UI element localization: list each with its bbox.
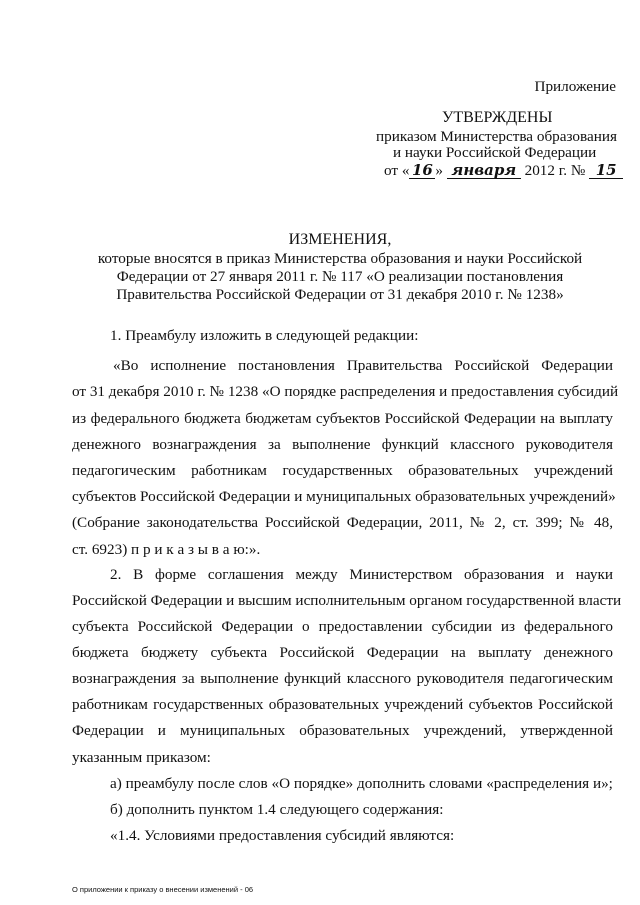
quote-line-1: «Во исполнение постановления Правительства Российской Федерации bbox=[113, 357, 613, 374]
title-line-3: Правительства Российской Федерации от 31 декабря 2010 г. № 1238» bbox=[116, 286, 564, 303]
paragraph-2-line-5: вознаграждения за выполнение функций классного руководителя педагогическим bbox=[72, 670, 613, 687]
quote-line-3: из федерального бюджета бюджетам субъектов Российской Федерации на выплату bbox=[72, 410, 613, 427]
paragraph-2-line-3: субъекта Российской Федерации о предоставлении субсидии из федерального bbox=[72, 618, 613, 635]
paragraph-2-line-4: бюджета бюджету субъекта Российской Федерации на выплату денежного bbox=[72, 644, 613, 661]
title-line-1: которые вносятся в приказ Министерства образования и науки Российской bbox=[97, 250, 583, 267]
date-year: 2012 г. № bbox=[524, 162, 586, 179]
quote-line-2: от 31 декабря 2010 г. № 1238 «О порядке распределения и предоставления субсидий bbox=[72, 383, 619, 400]
approved-heading: УТВЕРЖДЕНЫ bbox=[442, 109, 553, 126]
quote-line-8: ст. 6923) п р и к а з ы в а ю:». bbox=[72, 541, 261, 558]
paragraph-2-line-1: 2. В форме соглашения между Министерством образования и науки bbox=[110, 566, 613, 583]
quote-line-7: (Собрание законодательства Российской Федерации, 2011, № 2, ст. 399; № 48, bbox=[72, 514, 613, 531]
paragraph-2-line-2: Российской Федерации и высшим исполнительным органом государственной власти bbox=[72, 592, 622, 609]
date-quote: » bbox=[435, 162, 444, 179]
subitem-a: а) преамбулу после слов «О порядке» дополнить словами «распределения и»; bbox=[110, 775, 613, 792]
quote-line-5: педагогическим работникам государственных образовательных учреждений bbox=[72, 462, 613, 479]
date-day-handwritten: 16 bbox=[409, 162, 435, 179]
order-number-handwritten: 15 bbox=[589, 162, 623, 179]
appendix-label: Приложение bbox=[534, 78, 616, 95]
paragraph-2-line-6: работникам государственных образовательных учреждений субъектов Российской bbox=[72, 696, 613, 713]
document-title: ИЗМЕНЕНИЯ, bbox=[288, 231, 392, 248]
paragraph-2-line-8: указанным приказом: bbox=[72, 749, 211, 766]
paragraph-2-line-7: Федерации и муниципальных образовательных учреждений, утвержденной bbox=[72, 722, 613, 739]
clause-1-4: «1.4. Условиями предоставления субсидий являются: bbox=[110, 827, 455, 844]
subitem-b: б) дополнить пунктом 1.4 следующего содержания: bbox=[110, 801, 444, 818]
order-date-line bbox=[384, 161, 623, 181]
paragraph-1: 1. Преамбулу изложить в следующей редакции: bbox=[110, 327, 419, 344]
quote-line-4: денежного вознаграждения за выполнение функций классного руководителя bbox=[72, 436, 613, 453]
date-month-handwritten: января bbox=[447, 162, 521, 179]
quote-line-6: субъектов Российской Федерации и муниципальных образовательных учреждений» bbox=[72, 488, 616, 505]
title-line-2: Федерации от 27 января 2011 г. № 117 «О реализации постановления bbox=[116, 268, 564, 285]
date-prefix: от « bbox=[384, 162, 410, 179]
order-line-2: и науки Российской Федерации bbox=[393, 144, 597, 161]
page-footer: О приложении к приказу о внесении изменений - 06 bbox=[72, 885, 254, 894]
order-line-1: приказом Министерства образования bbox=[376, 128, 617, 145]
